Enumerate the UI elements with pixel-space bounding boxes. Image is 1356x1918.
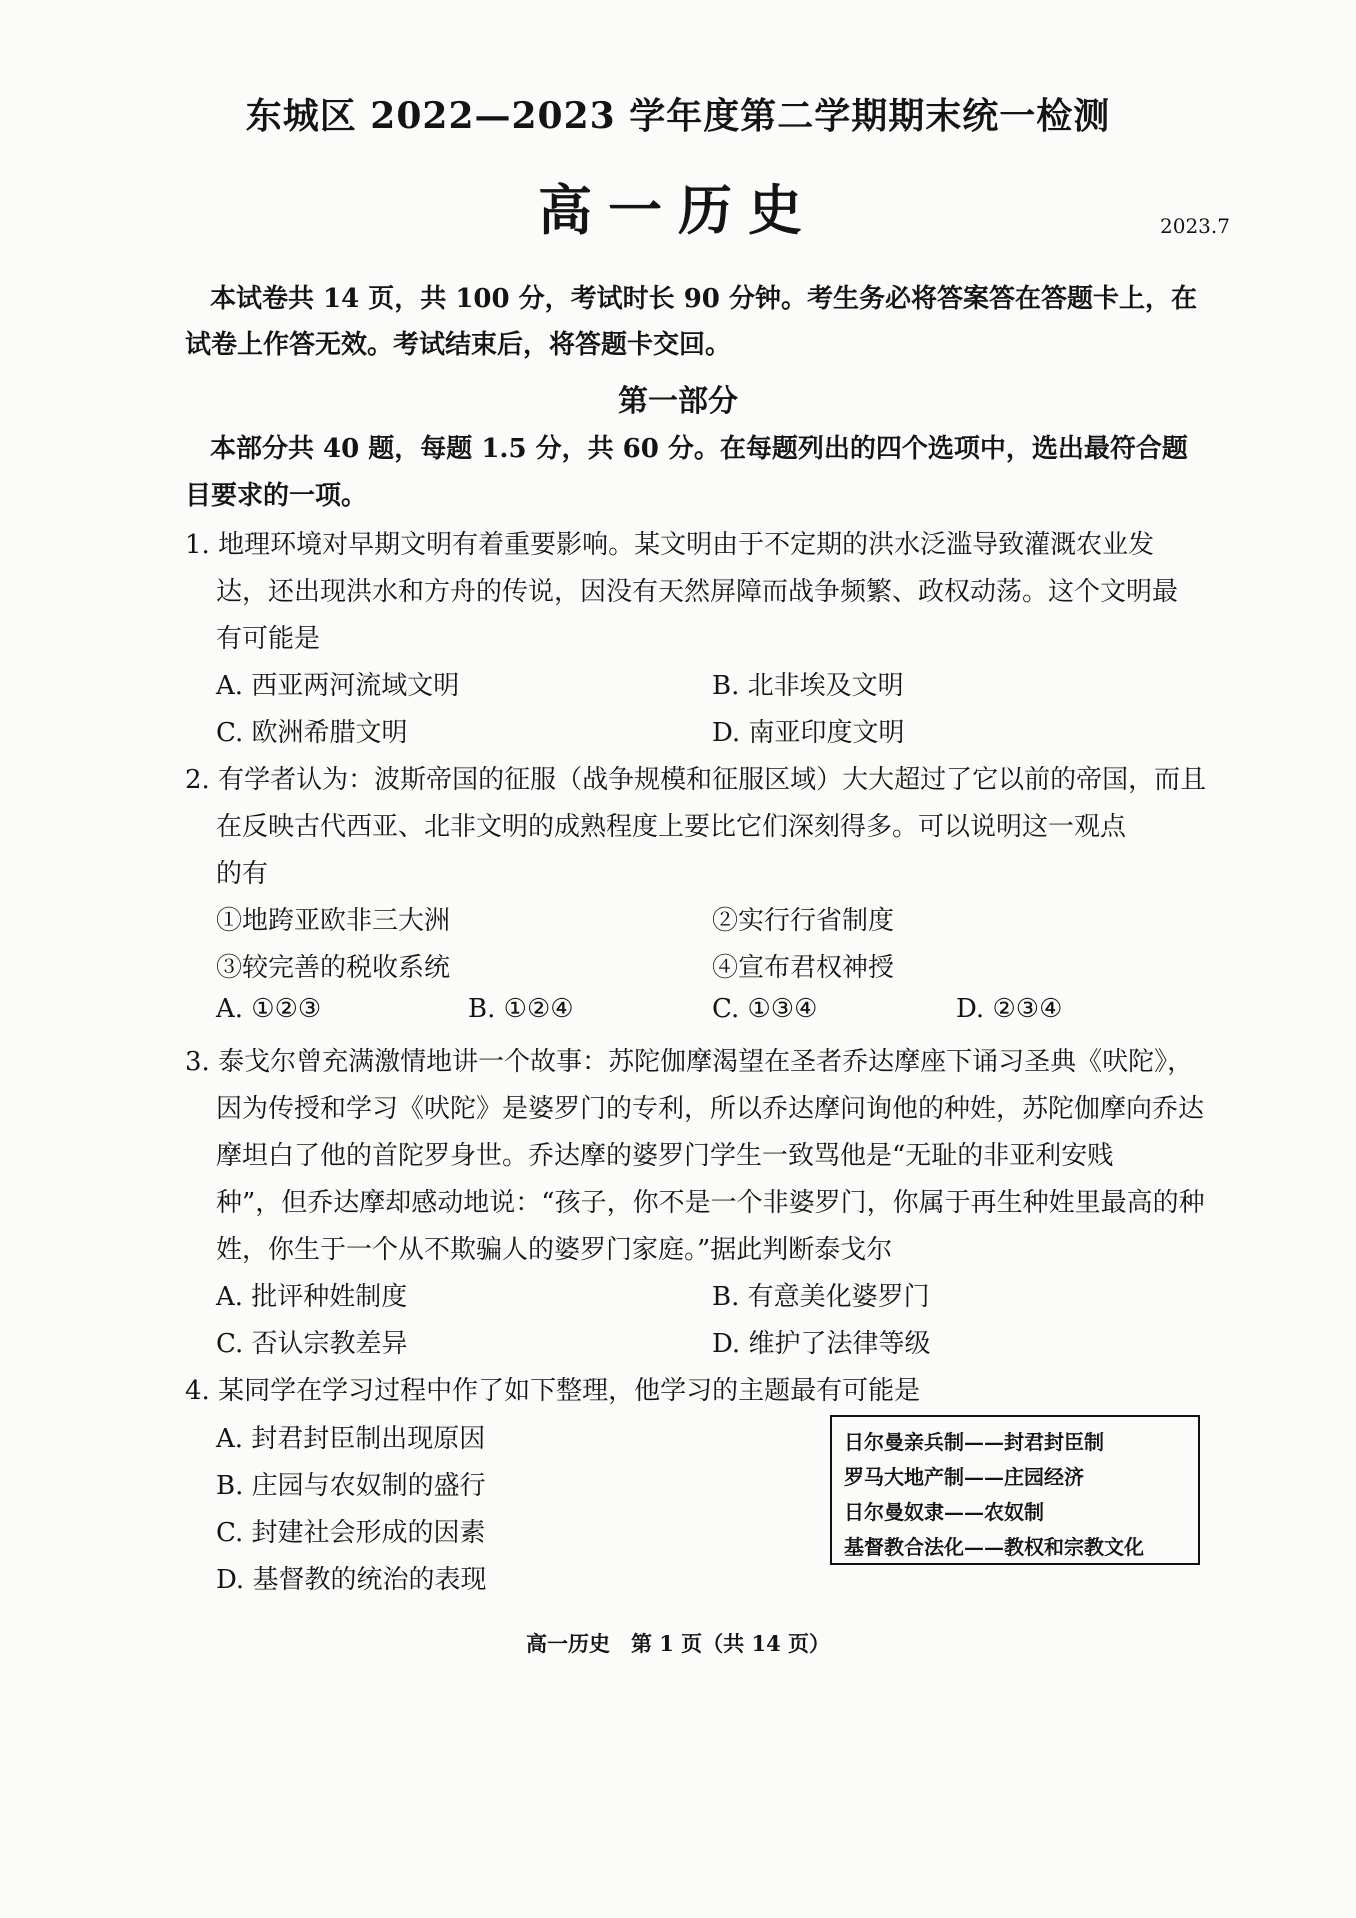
question-2-option-a[interactable]: A. ①②③: [216, 994, 322, 1024]
exam-title: 东城区 2022—2023 学年度第二学期期末统一检测: [245, 95, 1111, 137]
question-4-option-b[interactable]: B. 庄园与农奴制的盛行: [216, 1471, 486, 1501]
page-footer: 高一历史 第 1 页（共 14 页）: [525, 1631, 831, 1656]
instructions-line-1: 本试卷共 14 页，共 100 分，考试时长 90 分钟。考生务必将答案答在答题卡上，在: [210, 284, 1197, 314]
question-2-line-3: 的有: [216, 859, 269, 889]
question-3-line-1: 3. 泰戈尔曾充满激情地讲一个故事：苏陀伽摩渴望在圣者乔达摩座下诵习圣典《吠陀》，: [185, 1047, 1194, 1077]
question-2-item-1: ①地跨亚欧非三大洲: [216, 906, 451, 936]
question-1-option-c[interactable]: C. 欧洲希腊文明: [216, 718, 408, 748]
question-3-option-d[interactable]: D. 维护了法律等级: [712, 1329, 931, 1359]
material-line-2: 罗马大地产制——庄园经济: [844, 1465, 1084, 1489]
subject-title: 高一历史: [538, 178, 818, 242]
material-line-4: 基督教合法化——教权和宗教文化: [844, 1535, 1144, 1559]
question-2-item-4: ④宣布君权神授: [712, 953, 895, 983]
question-1-line-2: 达，还出现洪水和方舟的传说，因没有天然屏障而战争频繁、政权动荡。这个文明最: [216, 577, 1179, 607]
question-2-line-1: 2. 有学者认为：波斯帝国的征服（战争规模和征服区域）大大超过了它以前的帝国，而且: [185, 765, 1207, 795]
question-4-line-1: 4. 某同学在学习过程中作了如下整理，他学习的主题最有可能是: [185, 1376, 921, 1406]
question-2-item-2: ②实行行省制度: [712, 906, 895, 936]
question-2-item-3: ③较完善的税收系统: [216, 953, 451, 983]
question-3-option-b[interactable]: B. 有意美化婆罗门: [712, 1282, 930, 1312]
question-3-option-c[interactable]: C. 否认宗教差异: [216, 1329, 408, 1359]
material-line-3: 日尔曼奴隶——农奴制: [844, 1500, 1044, 1524]
question-1-line-1: 1. 地理环境对早期文明有着重要影响。某文明由于不定期的洪水泛滥导致灌溉农业发: [185, 530, 1155, 560]
question-2-line-2: 在反映古代西亚、北非文明的成熟程度上要比它们深刻得多。可以说明这一观点: [216, 812, 1127, 842]
question-4-option-a[interactable]: A. 封君封臣制出现原因: [216, 1424, 486, 1454]
question-3-line-4: 种”，但乔达摩却感动地说：“孩子，你不是一个非婆罗门，你属于再生种姓里最高的种: [216, 1188, 1205, 1218]
question-4-material-box: [830, 1415, 1200, 1565]
exam-date: 2023.7: [1160, 214, 1230, 238]
question-2-option-b[interactable]: B. ①②④: [468, 994, 574, 1024]
question-1-option-b[interactable]: B. 北非埃及文明: [712, 671, 904, 701]
part-one-title: 第一部分: [618, 384, 738, 419]
question-2-option-c[interactable]: C. ①③④: [712, 994, 818, 1024]
question-1-line-3: 有可能是: [216, 624, 321, 654]
part-one-intro-line-2: 目要求的一项。: [185, 481, 368, 511]
instructions-line-2: 试卷上作答无效。考试结束后，将答题卡交回。: [185, 330, 732, 360]
question-3-line-2: 因为传授和学习《吠陀》是婆罗门的专利，所以乔达摩问询他的种姓，苏陀伽摩向乔达: [216, 1094, 1205, 1124]
material-line-1: 日尔曼亲兵制——封君封臣制: [844, 1430, 1104, 1454]
question-3-option-a[interactable]: A. 批评种姓制度: [216, 1282, 408, 1312]
question-1-option-d[interactable]: D. 南亚印度文明: [712, 718, 905, 748]
question-3-line-5: 姓，你生于一个从不欺骗人的婆罗门家庭。”据此判断泰戈尔: [216, 1235, 893, 1265]
question-4-option-c[interactable]: C. 封建社会形成的因素: [216, 1518, 486, 1548]
question-2-option-d[interactable]: D. ②③④: [956, 994, 1063, 1024]
question-4-option-d[interactable]: D. 基督教的统治的表现: [216, 1565, 487, 1595]
part-one-intro-line-1: 本部分共 40 题，每题 1.5 分，共 60 分。在每题列出的四个选项中，选出最符合题: [210, 434, 1188, 464]
question-1-option-a[interactable]: A. 西亚两河流域文明: [216, 671, 460, 701]
question-3-line-3: 摩坦白了他的首陀罗身世。乔达摩的婆罗门学生一致骂他是“无耻的非亚利安贱: [216, 1141, 1114, 1171]
